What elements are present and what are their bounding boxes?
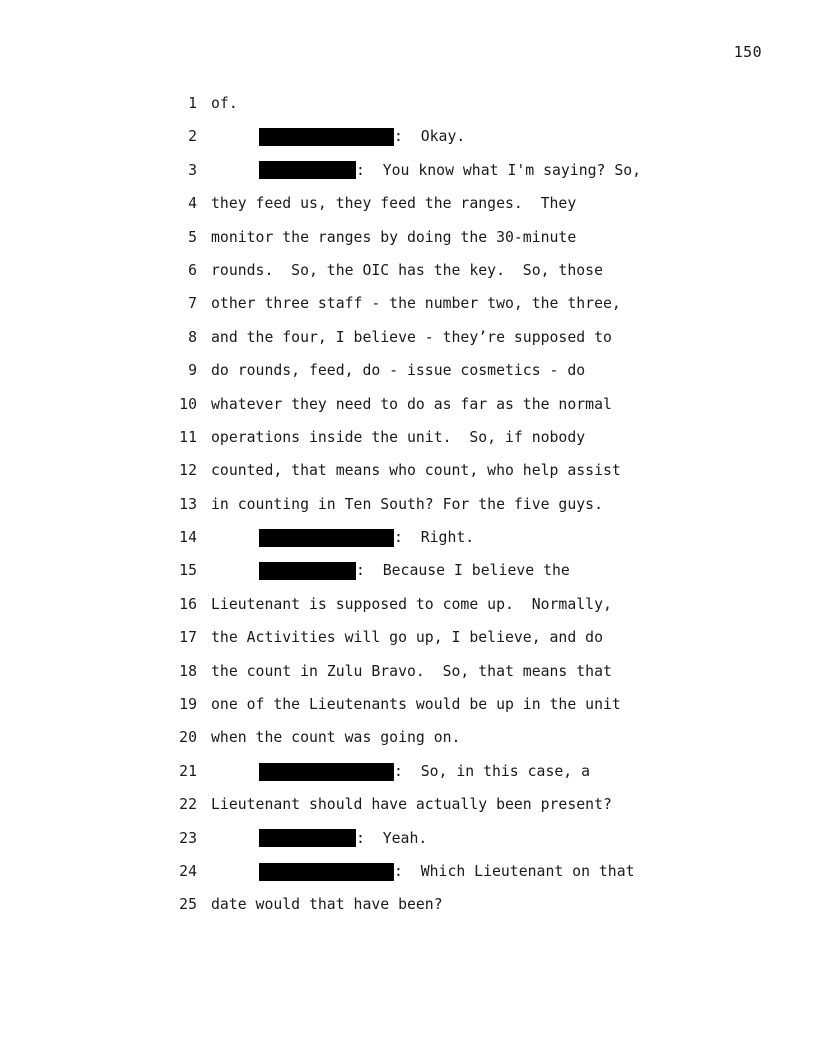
line-number: 4 — [188, 195, 197, 213]
transcript-line — [0, 521, 816, 554]
transcript-line — [0, 154, 816, 187]
line-number: 22 — [179, 796, 197, 814]
line-text: of. — [211, 95, 238, 112]
line-number: 3 — [188, 161, 197, 179]
transcript-line — [0, 454, 816, 487]
transcript-line — [0, 421, 816, 454]
transcript-line — [0, 888, 816, 921]
transcript-line — [0, 721, 816, 754]
transcript-line — [0, 688, 816, 721]
speech-text: : Right. — [394, 529, 475, 547]
line-number: 5 — [188, 228, 197, 246]
transcript-line — [0, 321, 816, 354]
speaker-turn — [259, 521, 474, 554]
line-number: 23 — [179, 829, 197, 847]
line-text: other three staff - the number two, the three, — [211, 295, 621, 313]
redacted-speaker-name — [259, 161, 356, 179]
transcript-line — [0, 488, 816, 521]
redacted-speaker-name — [259, 863, 394, 881]
line-number: 21 — [179, 762, 197, 780]
transcript-line — [0, 822, 816, 855]
speech-text: : You know what I'm saying? So, — [356, 161, 642, 179]
speech-text: : Okay. — [394, 128, 466, 146]
transcript-line — [0, 588, 816, 621]
line-number: 18 — [179, 662, 197, 680]
transcript-line — [0, 755, 816, 788]
line-text: do rounds, feed, do - issue cosmetics - do — [211, 362, 586, 380]
line-text: the Activities will go up, I believe, and do — [211, 629, 603, 647]
speaker-turn — [259, 855, 635, 888]
line-text: Lieutenant should have actually been present? — [211, 796, 612, 814]
speaker-turn — [259, 120, 465, 153]
speech-text: : Because I believe the — [356, 562, 570, 580]
redacted-speaker-name — [259, 829, 356, 847]
speech-text: : Which Lieutenant on that — [394, 862, 635, 880]
line-text: whatever they need to do as far as the normal — [211, 395, 612, 413]
line-number: 6 — [188, 261, 197, 279]
transcript-line — [0, 354, 816, 387]
line-text: and the four, I believe - they’re supposed to — [211, 328, 612, 346]
line-number: 1 — [188, 95, 197, 112]
line-number: 8 — [188, 328, 197, 346]
transcript-line — [0, 120, 816, 153]
line-text: in counting in Ten South? For the five guys. — [211, 495, 603, 513]
transcript-line — [0, 287, 816, 320]
line-number: 25 — [179, 896, 197, 914]
transcript-line — [0, 87, 816, 120]
line-number: 9 — [188, 362, 197, 380]
line-number: 13 — [179, 495, 197, 513]
transcript-line — [0, 388, 816, 421]
line-number: 17 — [179, 629, 197, 647]
line-number: 19 — [179, 696, 197, 714]
speaker-turn — [259, 554, 570, 587]
speaker-turn — [259, 154, 641, 187]
line-text: Lieutenant is supposed to come up. Normally, — [211, 595, 612, 613]
line-number: 7 — [188, 295, 197, 313]
line-number: 2 — [188, 128, 197, 146]
line-number: 20 — [179, 729, 197, 747]
line-text: counted, that means who count, who help assist — [211, 462, 621, 480]
transcript-line — [0, 788, 816, 821]
transcript-line — [0, 621, 816, 654]
transcript-line — [0, 655, 816, 688]
redacted-speaker-name — [259, 128, 394, 146]
transcript-line — [0, 221, 816, 254]
line-number: 15 — [179, 562, 197, 580]
redacted-speaker-name — [259, 529, 394, 547]
line-number: 24 — [179, 862, 197, 880]
line-number: 14 — [179, 529, 197, 547]
line-number: 11 — [179, 428, 197, 446]
speech-text: : So, in this case, a — [394, 762, 590, 780]
transcript-line — [0, 187, 816, 220]
line-text: one of the Lieutenants would be up in the unit — [211, 696, 621, 714]
line-text: rounds. So, the OIC has the key. So, those — [211, 261, 603, 279]
page-number: 150 — [733, 43, 762, 61]
line-number: 12 — [179, 462, 197, 480]
line-number: 10 — [179, 395, 197, 413]
redacted-speaker-name — [259, 562, 356, 580]
line-text: they feed us, they feed the ranges. They — [211, 195, 577, 213]
transcript-line — [0, 855, 816, 888]
line-text: operations inside the unit. So, if nobody — [211, 428, 586, 446]
transcript-body — [0, 87, 816, 922]
speech-text: : Yeah. — [356, 829, 428, 847]
line-number: 16 — [179, 595, 197, 613]
speaker-turn — [259, 822, 427, 855]
line-text: when the count was going on. — [211, 729, 461, 747]
transcript-line — [0, 554, 816, 587]
line-text: monitor the ranges by doing the 30-minute — [211, 228, 577, 246]
line-text: date would that have been? — [211, 896, 443, 914]
redacted-speaker-name — [259, 763, 394, 781]
line-text: the count in Zulu Bravo. So, that means that — [211, 662, 612, 680]
speaker-turn — [259, 755, 590, 788]
transcript-line — [0, 254, 816, 287]
